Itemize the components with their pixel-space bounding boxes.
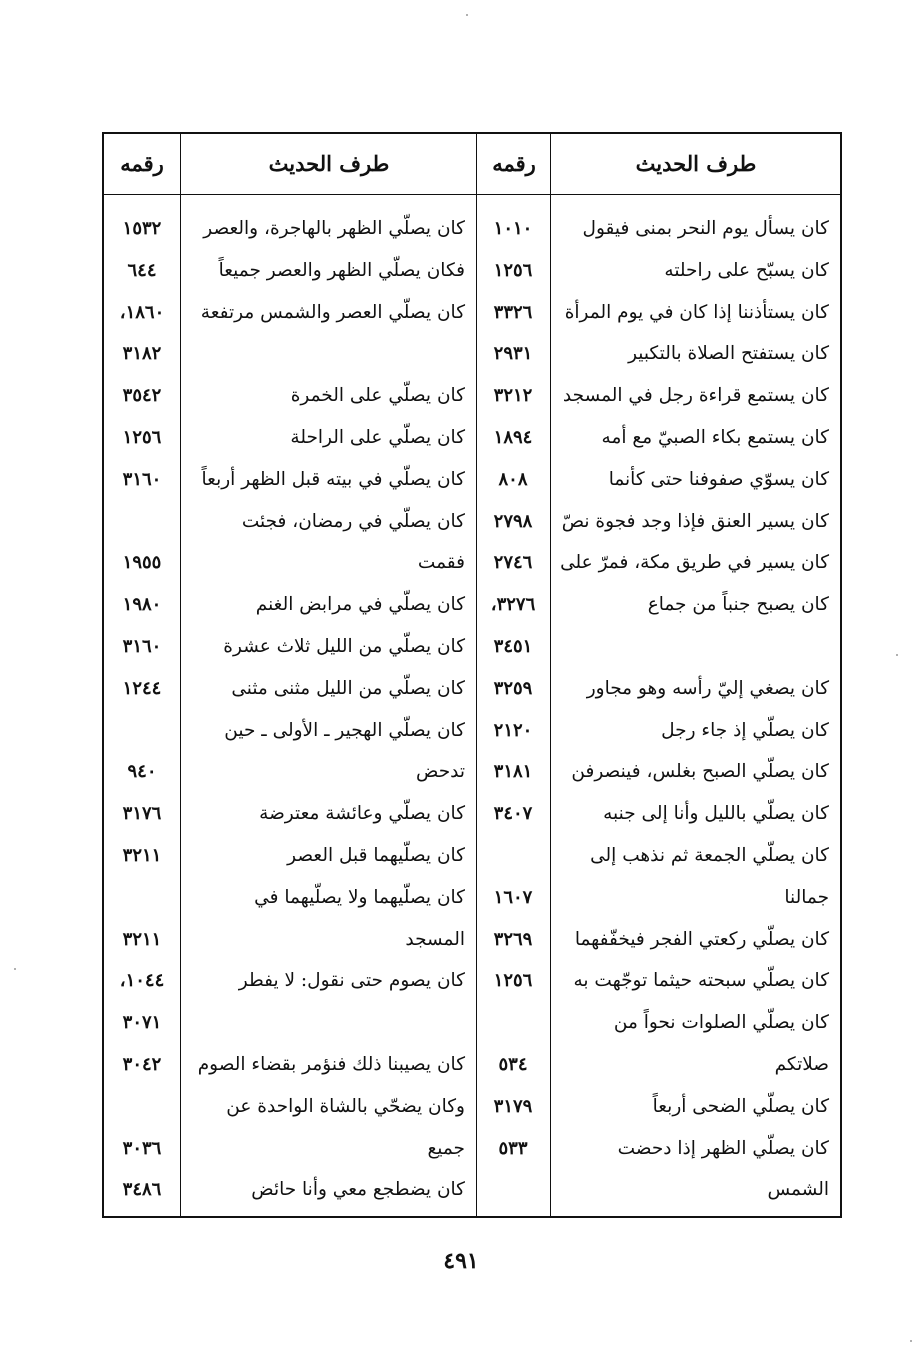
- scan-speck: [466, 14, 468, 16]
- hadith-number: ٣١٦٠: [122, 468, 162, 490]
- hadith-entry: جمالنا: [784, 886, 829, 908]
- hadith-number: ٥٣٤: [498, 1054, 528, 1075]
- hadith-number: ٣٢٦٩: [493, 928, 533, 950]
- hadith-number: ١٠٤٤،: [119, 970, 165, 992]
- hadith-entry: كان يصلّي الظهر إذا دحضت: [617, 1137, 829, 1159]
- hadith-entry: كان يصلّي الهجير ـ الأولى ـ حين: [224, 719, 465, 741]
- hadith-entry: [551, 626, 839, 668]
- hadith-number: [104, 877, 180, 919]
- hadith-entry: كان يصلّيهما ولا يصلّيهما في: [254, 886, 465, 908]
- hadith-number: ٣٢٧٦،: [490, 594, 536, 616]
- hadith-entry: كان يصلّي بالليل وأنا إلى جنبه: [603, 803, 829, 825]
- hadith-entry: كان يصلّي الظهر بالهاجرة، والعصر: [203, 218, 465, 239]
- hadith-entry: كان يصلّي على الراحلة: [290, 427, 465, 448]
- hadith-entry: [181, 1002, 475, 1044]
- hadith-entry: [181, 333, 475, 375]
- hadith-number: [477, 835, 549, 877]
- hadith-entry: المسجد: [405, 928, 465, 950]
- hadith-index-table: [102, 132, 842, 1218]
- hadith-entry: كان يصبح جنباً من جماع: [647, 594, 829, 616]
- hadith-number: ٣٢٥٩: [493, 677, 533, 699]
- hadith-number: ٣٣٢٦: [493, 301, 533, 323]
- hadith-number: ٩٤٠: [127, 761, 157, 783]
- hadith-entry: تدحض: [416, 761, 465, 783]
- hadith-number: ٣١٨١: [493, 761, 533, 783]
- hadith-entry: فقمت: [417, 552, 465, 574]
- hadith-entry: الشمس: [767, 1179, 829, 1201]
- hadith-number: ١٨٦٠،: [119, 301, 165, 323]
- hadith-entry: صلاتكم: [774, 1054, 829, 1075]
- hadith-entry: وكان يضحّي بالشاة الواحدة عن: [226, 1095, 465, 1117]
- hadith-entry: كان يصلّي من الليل مثنى مثنى: [231, 677, 465, 699]
- hadith-entry: كان يصلّي الصلوات نحواً من: [613, 1012, 829, 1034]
- hadith-number: [104, 501, 180, 543]
- hadith-number: ١٢٥٦: [122, 427, 162, 448]
- hadith-entry: كان يسير العنق فإذا وجد فجوة نصّ: [561, 510, 829, 532]
- left-hadith-column: [180, 134, 476, 1216]
- header-hadith-left: طرف الحديث: [268, 151, 390, 176]
- scan-speck: [910, 1340, 912, 1342]
- hadith-number: ٣٠٤٢: [122, 1054, 162, 1075]
- right-hadith-column: [550, 134, 840, 1216]
- hadith-entry: كان يصلّي الضحى أربعاً: [652, 1095, 829, 1117]
- hadith-entry: كان يستمع بكاء الصبيّ مع أمه: [601, 427, 829, 448]
- hadith-entry: فكان يصلّي الظهر والعصر جميعاً: [218, 259, 465, 281]
- hadith-entry: كان يسبّح على راحلته: [664, 259, 829, 281]
- scan-speck: [14, 968, 16, 970]
- hadith-number: ١٠١٠: [493, 218, 533, 239]
- hadith-number: ٣٤٥١: [493, 636, 533, 657]
- hadith-number: ٣٥٤٢: [122, 385, 162, 407]
- hadith-number: ٢٩٣١: [493, 343, 533, 365]
- hadith-number: [477, 1169, 549, 1211]
- hadith-number: [104, 1086, 180, 1128]
- hadith-number: ٣٠٧١: [122, 1012, 162, 1034]
- hadith-entry: كان يصلّي سبحته حيثما توجّهت به: [573, 970, 829, 992]
- hadith-entry: كان يصلّي الصبح بغلس، فينصرفن: [571, 761, 829, 783]
- hadith-number: ٣٢١١: [122, 928, 162, 950]
- scan-speck: [896, 654, 898, 656]
- hadith-number: ١٩٨٠: [122, 594, 162, 616]
- header-divider: [104, 194, 840, 195]
- hadith-number: ٣٤٠٧: [493, 803, 533, 825]
- hadith-entry: جميع: [427, 1137, 465, 1159]
- hadith-entry: كان يسير في طريق مكة، فمرّ على: [560, 552, 829, 574]
- hadith-entry: كان يصوم حتى نقول: لا يفطر: [238, 970, 465, 992]
- header-hadith-right: طرف الحديث: [635, 151, 757, 176]
- hadith-entry: كان يستمع قراءة رجل في المسجد: [562, 385, 829, 407]
- hadith-entry: كان يصلّي وعائشة معترضة: [259, 803, 465, 825]
- hadith-number: [104, 710, 180, 752]
- hadith-entry: كان يصلّي في مرابض الغنم: [255, 594, 465, 616]
- hadith-entry: كان يستأذننا إذا كان في يوم المرأة: [564, 301, 829, 323]
- hadith-number: ١٨٩٤: [493, 427, 533, 448]
- right-number-column: [476, 134, 550, 1216]
- hadith-entry: كان يستفتح الصلاة بالتكبير: [628, 343, 829, 365]
- hadith-number: ١٢٤٤: [122, 677, 162, 699]
- hadith-number: ٣١٧٦: [122, 803, 162, 825]
- hadith-entry: كان يصلّي الجمعة ثم نذهب إلى: [590, 845, 829, 866]
- hadith-number: ٣٢١١: [122, 845, 162, 866]
- page-number: ٤٩١: [443, 1248, 479, 1274]
- hadith-entry: كان يصلّي العصر والشمس مرتفعة: [200, 301, 465, 323]
- hadith-number: ٣٤٨٦: [122, 1179, 162, 1201]
- hadith-entry: كان يسأل يوم النحر بمنى فيقول: [582, 218, 829, 239]
- hadith-number: ١٩٥٥: [122, 552, 162, 574]
- header-number-left: رقمه: [120, 151, 164, 176]
- hadith-entry: كان يصغي إليّ رأسه وهو مجاور: [586, 677, 829, 699]
- hadith-entry: كان يضطجع معي وأنا حائض: [251, 1179, 465, 1201]
- hadith-number: ٢١٢٠: [493, 719, 533, 741]
- hadith-number: ٣١٨٢: [122, 343, 162, 365]
- hadith-number: ١٢٥٦: [493, 970, 533, 992]
- left-number-column: [104, 134, 180, 1216]
- hadith-number: ٣١٧٩: [493, 1095, 533, 1117]
- hadith-number: ٢٧٤٦: [493, 552, 533, 574]
- hadith-number: ٥٣٣: [498, 1137, 528, 1159]
- hadith-entry: كان يصلّي في بيته قبل الظهر أربعاً: [201, 468, 465, 490]
- hadith-number: ٦٤٤: [127, 259, 157, 281]
- hadith-number: ٢٧٩٨: [493, 510, 533, 532]
- hadith-entry: كان يصيبنا ذلك فنؤمر بقضاء الصوم: [197, 1054, 465, 1075]
- hadith-number: ١٦٠٧: [493, 886, 533, 908]
- hadith-number: ٣٠٣٦: [122, 1137, 162, 1159]
- hadith-number: ٣٢١٢: [493, 385, 533, 407]
- hadith-entry: كان يصلّي على الخمرة: [290, 385, 465, 407]
- hadith-entry: كان يصلّيهما قبل العصر: [287, 845, 465, 866]
- hadith-number: ٨٠٨: [498, 468, 528, 490]
- hadith-number: ٣١٦٠: [122, 636, 162, 657]
- hadith-entry: كان يصلّي في رمضان، فجئت: [241, 510, 465, 532]
- hadith-entry: كان يصلّي من الليل ثلاث عشرة: [223, 636, 465, 657]
- hadith-entry: كان يسوّي صفوفنا حتى كأنما: [608, 468, 829, 490]
- header-number-right: رقمه: [492, 151, 536, 176]
- hadith-entry: كان يصلّي ركعتي الفجر فيخفّفهما: [574, 928, 829, 950]
- hadith-number: ١٢٥٦: [493, 259, 533, 281]
- hadith-entry: كان يصلّي إذ جاء رجل: [661, 719, 829, 741]
- hadith-number: ١٥٣٢: [122, 218, 162, 239]
- hadith-number: [477, 1002, 549, 1044]
